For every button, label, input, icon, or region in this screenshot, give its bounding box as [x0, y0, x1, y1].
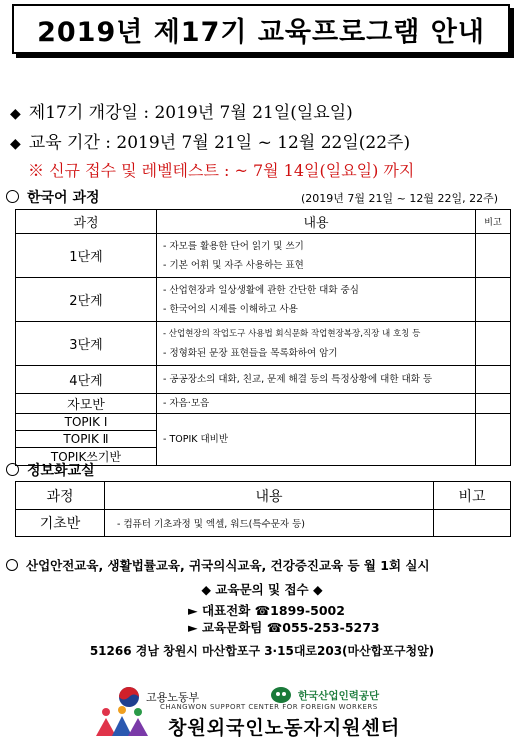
edu-phone: ► 교육문화팀 ☎055-253-5273: [188, 620, 380, 635]
note-cell: [476, 414, 511, 466]
table-header-row: [16, 482, 511, 510]
content-cell: - 산업현장의 작업도구 사용법 회식문화 작업현장복장,직장 내 호칭 등 - 정형화된 문장 표현들을 목록화하여 암기: [157, 322, 476, 366]
col-course: 과정: [16, 482, 105, 510]
course-cell: 기초반: [16, 510, 105, 537]
table-row: [16, 322, 511, 366]
info-section-heading: 정보화교실: [6, 460, 95, 480]
level-cell: TOPIK쓰기반: [16, 448, 157, 466]
level-cell: TOPIK Ⅰ: [16, 414, 157, 431]
opening-date: ◆ 제17기 개강일 : 2019년 7월 21일(일요일): [10, 103, 353, 123]
hrd-logo: 한국산업인력공단: [270, 686, 379, 704]
other-education-notice: 산업안전교육, 생활법률교육, 귀국의식교육, 건강증진교육 등 월 1회 실시: [6, 556, 430, 574]
inquiry-heading: ◆ 교육문의 및 접수 ◆: [201, 582, 323, 597]
note-cell: [476, 234, 511, 278]
center-korean-name: 창원외국인노동자지원센터: [168, 717, 401, 739]
table-row: [16, 414, 511, 431]
main-phone: ► 대표전화 ☎1899-5002: [188, 603, 345, 618]
page-title: 2019년 제17기 교육프로그램 안내: [12, 4, 510, 54]
info-course-table: [15, 481, 511, 537]
table-header-row: [16, 210, 511, 234]
content-cell: - TOPIK 대비반: [157, 414, 476, 466]
korean-course-table: [15, 209, 511, 466]
content-cell: - 자음·모음: [157, 394, 476, 414]
center-people-icon: [92, 706, 152, 740]
col-content: 내용: [157, 210, 476, 234]
moel-logo: 고용노동부: [118, 686, 199, 708]
circle-bullet-icon: [6, 559, 18, 571]
level-cell: 2단계: [16, 278, 157, 322]
table-row: [16, 234, 511, 278]
table-row: [16, 278, 511, 322]
diamond-bullet-icon: ◆: [10, 106, 21, 122]
circle-bullet-icon: [6, 190, 19, 203]
col-content: 내용: [105, 482, 434, 510]
note-cell: [476, 322, 511, 366]
level-cell: 3단계: [16, 322, 157, 366]
hrd-emblem-icon: [270, 686, 292, 704]
course-period: ◆ 교육 기간 : 2019년 7월 21일 ~ 12월 22일(22주): [10, 133, 411, 153]
moel-emblem-icon: [118, 686, 140, 708]
note-cell: [476, 366, 511, 394]
content-cell: - 산업현장과 일상생활에 관한 간단한 대화 중심 - 한국어의 시제를 이해하고 사용: [157, 278, 476, 322]
level-cell: 4단계: [16, 366, 157, 394]
center-english-name: CHANGWON SUPPORT CENTER FOR FOREIGN WORKERS: [160, 703, 378, 711]
table-row: [16, 510, 511, 537]
col-note: 비고: [434, 482, 511, 510]
korean-section-heading: 한국어 과정: [6, 187, 100, 207]
note-cell: [434, 510, 511, 537]
table-row: [16, 394, 511, 414]
content-cell: - 자모를 활용한 단어 읽기 및 쓰기 - 기본 어휘 및 자주 사용하는 표현: [157, 234, 476, 278]
note-cell: [476, 278, 511, 322]
address: 51266 경남 창원시 마산합포구 3·15대로203(마산합포구청앞): [89, 644, 435, 658]
korean-period-note: (2019년 7월 21일 ~ 12월 22일, 22주): [300, 192, 498, 205]
note-cell: [476, 394, 511, 414]
content-cell: - 컴퓨터 기초과정 및 엑셀, 워드(특수문자 등): [105, 510, 434, 537]
level-cell: 자모반: [16, 394, 157, 414]
registration-notice: ※ 신규 접수 및 레벨테스트 : ~ 7월 14일(일요일) 까지: [28, 161, 415, 180]
level-cell: TOPIK Ⅱ: [16, 431, 157, 448]
circle-bullet-icon: [6, 463, 19, 476]
col-note: 비고: [476, 210, 511, 234]
content-cell: - 공공장소의 대화, 친교, 문제 해결 등의 특정상황에 대한 대화 등: [157, 366, 476, 394]
table-row: [16, 366, 511, 394]
col-course: 과정: [16, 210, 157, 234]
level-cell: 1단계: [16, 234, 157, 278]
diamond-bullet-icon: ◆: [10, 136, 21, 152]
